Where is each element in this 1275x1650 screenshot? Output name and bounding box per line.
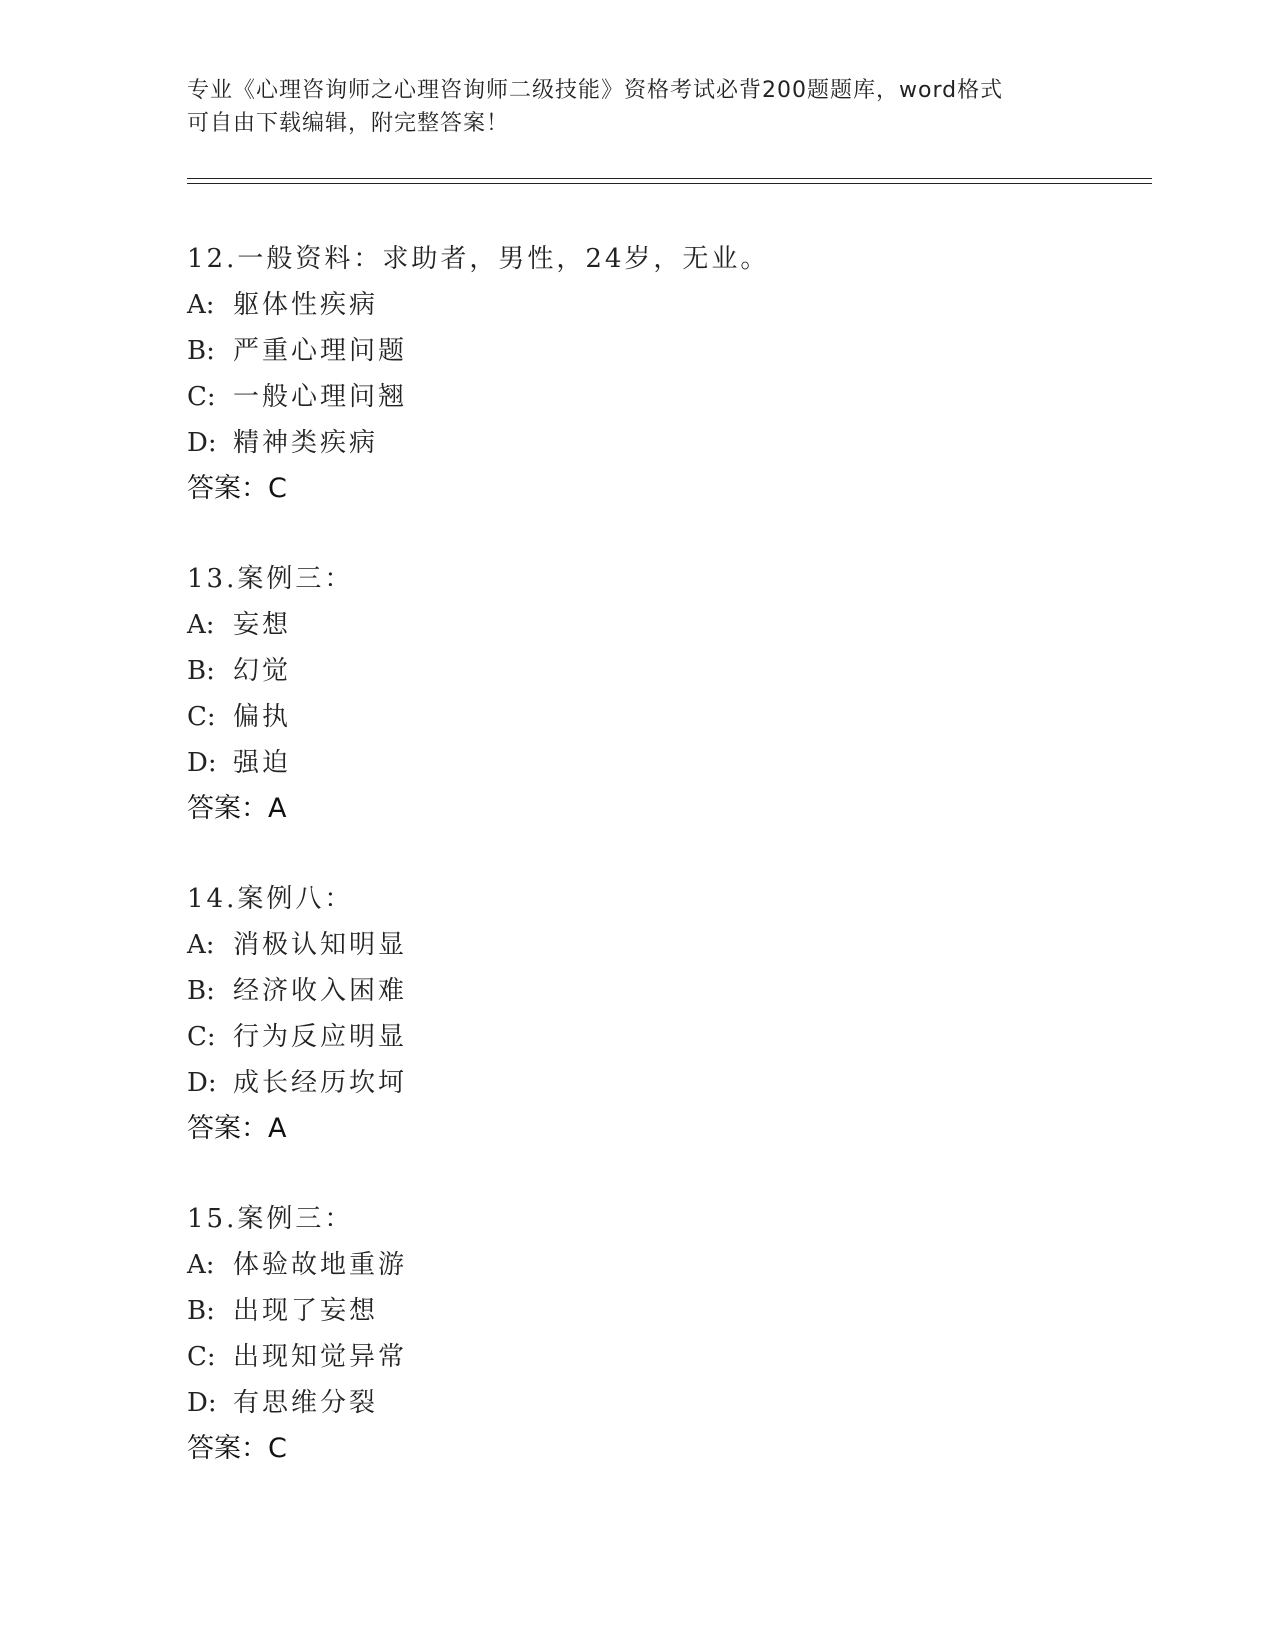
option-label: D: (187, 428, 217, 458)
option-c (187, 694, 1087, 740)
option-label: B: (187, 1296, 215, 1326)
option-label: D: (187, 1068, 217, 1098)
option-text: 偏执 (233, 702, 292, 732)
option-b (187, 1288, 1087, 1334)
answer-line: 答案：C (187, 473, 287, 504)
option-label: D: (187, 1388, 217, 1418)
option-text: 精神类疾病 (233, 428, 379, 458)
answer-line: 答案：A (187, 793, 287, 824)
question-stem: 15.案例三： (187, 1204, 354, 1234)
option-label: B: (187, 976, 215, 1006)
question-item (187, 876, 1087, 1196)
option-label: C: (187, 382, 216, 412)
question-list (187, 236, 1087, 1516)
option-label: C: (187, 702, 216, 732)
question-item (187, 556, 1087, 876)
header-divider-top (187, 178, 1152, 179)
option-a (187, 922, 1087, 968)
option-text: 经济收入困难 (233, 976, 408, 1006)
option-label: A: (187, 1250, 215, 1280)
option-text: 体验故地重游 (233, 1250, 408, 1280)
header-divider-bottom (187, 183, 1152, 184)
option-label: A: (187, 930, 215, 960)
header-line-2: 可自由下载编辑，附完整答案！ (187, 111, 510, 136)
answer-line: 答案：C (187, 1433, 287, 1464)
option-text: 妄想 (233, 610, 292, 640)
option-a (187, 282, 1087, 328)
option-label: D: (187, 748, 217, 778)
option-label: B: (187, 336, 215, 366)
option-text: 消极认知明显 (233, 930, 408, 960)
option-text: 成长经历坎坷 (233, 1068, 408, 1098)
option-label: B: (187, 656, 215, 686)
option-c (187, 1014, 1087, 1060)
option-label: A: (187, 610, 215, 640)
option-text: 强迫 (233, 748, 292, 778)
option-text: 严重心理问题 (233, 336, 408, 366)
option-label: C: (187, 1342, 216, 1372)
header-line-1: 专业《心理咨询师之心理咨询师二级技能》资格考试必背200题题库，word格式 (187, 78, 1004, 103)
option-d (187, 420, 1087, 466)
option-c (187, 374, 1087, 420)
option-text: 幻觉 (233, 656, 292, 686)
question-stem: 13.案例三： (187, 564, 354, 594)
option-label: C: (187, 1022, 216, 1052)
option-a (187, 602, 1087, 648)
question-item (187, 1196, 1087, 1516)
option-text: 行为反应明显 (233, 1022, 408, 1052)
option-d (187, 1060, 1087, 1106)
option-b (187, 648, 1087, 694)
option-c (187, 1334, 1087, 1380)
option-b (187, 328, 1087, 374)
option-d (187, 740, 1087, 786)
answer-line: 答案：A (187, 1113, 287, 1144)
question-stem: 14.案例八： (187, 884, 354, 914)
option-text: 一般心理问翘 (233, 382, 408, 412)
option-text: 躯体性疾病 (233, 290, 379, 320)
document-header (187, 74, 1087, 140)
option-label: A: (187, 290, 215, 320)
option-text: 出现知觉异常 (233, 1342, 408, 1372)
question-stem: 12.一般资料：求助者，男性，24岁，无业。 (187, 244, 770, 274)
option-d (187, 1380, 1087, 1426)
option-text: 有思维分裂 (233, 1388, 379, 1418)
option-a (187, 1242, 1087, 1288)
question-item (187, 236, 1087, 556)
option-b (187, 968, 1087, 1014)
option-text: 出现了妄想 (233, 1296, 379, 1326)
